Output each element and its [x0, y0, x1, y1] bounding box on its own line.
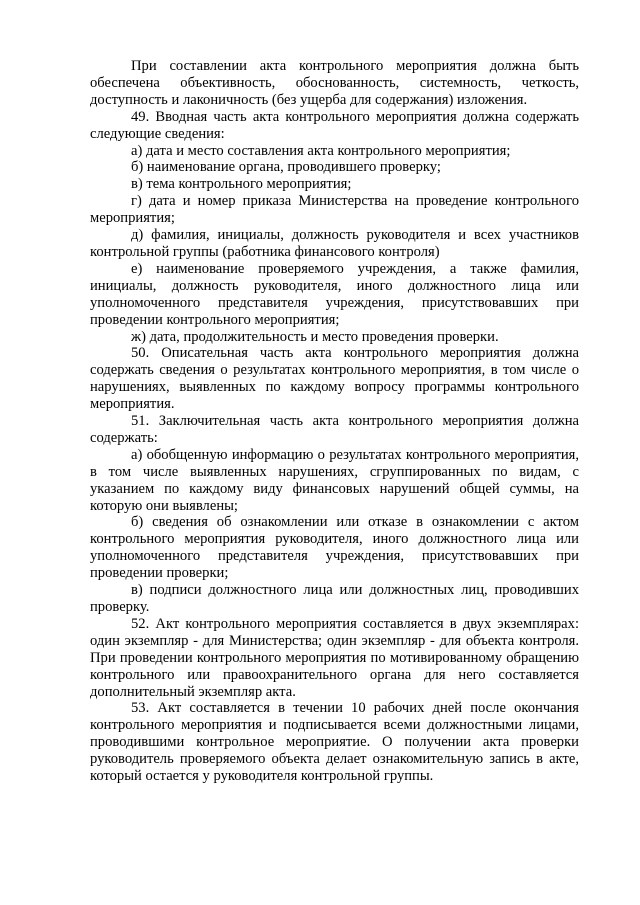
list-item-49-e: е) наименование проверяемого учреждения, а также фамилия, инициалы, должность руководителя, иного должностного лица или уполномоченного представителя учреждения, присутствовавших при проведении контрольного мероприятия;	[90, 260, 579, 328]
list-item-49-zh: ж) дата, продолжительность и место проведения проверки.	[131, 328, 499, 345]
paragraph-50: 50. Описательная часть акта контрольного мероприятия должна содержать сведения о результатах контрольного мероприятия, в том числе о нарушениях, выявленных по каждому вопросу программы контрольного мероприятия.	[90, 345, 579, 413]
paragraph-51: 51. Заключительная часть акта контрольного мероприятия должна содержать:	[90, 413, 579, 446]
paragraph-53: 53. Акт составляется в течении 10 рабочих дней после окончания контрольного мероприятия и подписывается всеми должностными лицами, проводившими контрольное мероприятие. О получении акта проверки руководитель проверяемого объекта делает ознакомительную запись в акте, который остается у руководителя контрольной группы.	[90, 700, 579, 785]
document-page	[90, 58, 579, 785]
list-item-49-g: г) дата и номер приказа Министерства на проведение контрольного мероприятия;	[90, 193, 579, 227]
list-item-51-b: б) сведения об ознакомлении или отказе в ознакомлении с актом контрольного мероприятия руководителя, иного должностного лица или уполномоченного представителя учреждения, присутствовавших при проведении проверки;	[90, 514, 579, 582]
list-item-51-a: а) обобщенную информацию о результатах контрольного мероприятия, в том числе выявленных нарушениях, сгруппированных по видам, с указанием по каждому виду финансовых нарушений общей суммы, на которую они выявлены;	[90, 446, 579, 514]
list-item-49-a: а) дата и место составления акта контрольного мероприятия;	[131, 142, 511, 159]
paragraph-intro: При составлении акта контрольного мероприятия должна быть обеспечена объективность, обоснованность, системность, четкость, доступность и лаконичность (без ущерба для содержания) изложения.	[90, 58, 579, 108]
paragraph-49: 49. Вводная часть акта контрольного мероприятия должна содержать следующие сведения:	[90, 108, 579, 142]
list-item-49-d: д) фамилия, инициалы, должность руководителя и всех участников контрольной группы (работника финансового контроля)	[90, 227, 579, 260]
list-item-51-v: в) подписи должностного лица или должностных лиц, проводивших проверку.	[90, 582, 579, 615]
list-item-49-v: в) тема контрольного мероприятия;	[131, 176, 352, 193]
paragraph-52: 52. Акт контрольного мероприятия составляется в двух экземплярах: один экземпляр - для Министерства; один экземпляр - для объекта контроля. При проведении контрольного мероприятия по мотивированному обращению контрольного или правоохранительного органа для него составляется дополнительный экземпляр акта.	[90, 615, 579, 700]
list-item-49-b: б) наименование органа, проводившего проверку;	[131, 159, 441, 176]
